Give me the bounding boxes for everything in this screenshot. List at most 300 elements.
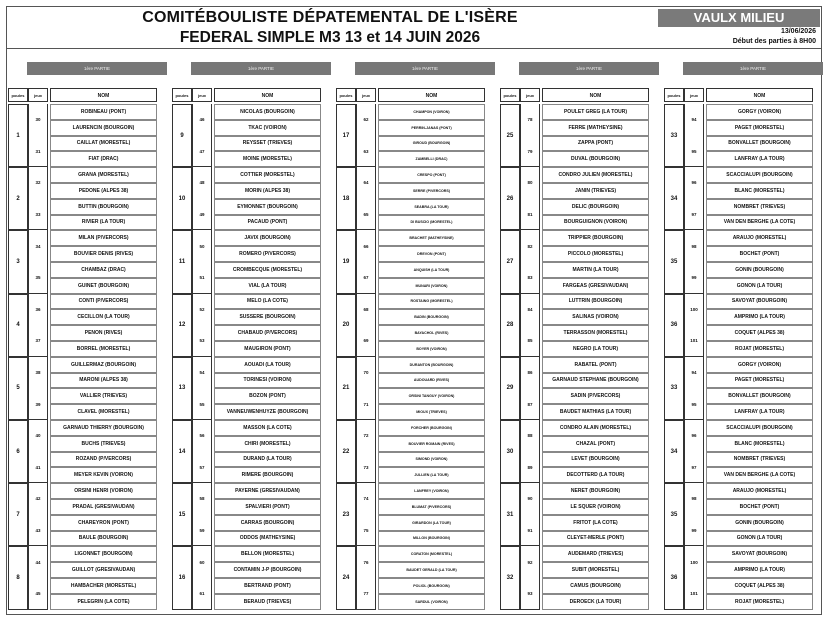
jeu-number: 83: [520, 262, 540, 294]
poule-number: 12: [172, 294, 192, 357]
player-name: RABATEL (PONT): [542, 357, 649, 373]
player-name: JANIN (TRIEVES): [542, 183, 649, 199]
player-name: CONDRO JULIEN (MORESTEL): [542, 167, 649, 183]
poule-number: 5: [8, 357, 28, 420]
player-name: COQUET (ALPES 38): [706, 578, 813, 594]
poule-number: 7: [8, 483, 28, 546]
player-name: SUSSERE (BOURGOIN): [214, 309, 321, 325]
player-name: VAN DEN BERGHE (LA COTE): [706, 467, 813, 483]
player-name: MEYER KEVIN (VOIRON): [50, 467, 157, 483]
player-name: PRADAL (GRESIVAUDAN): [50, 499, 157, 515]
player-name: VALLIER (TRIEVES): [50, 388, 157, 404]
player-name: FIAT (DRAC): [50, 151, 157, 167]
jeu-number: 101: [684, 325, 704, 357]
poule-number: 14: [172, 420, 192, 483]
jeu-number: 88: [520, 420, 540, 452]
poule-number: 20: [336, 294, 356, 357]
player-name: CLAVEL (MORESTEL): [50, 404, 157, 420]
jeu-number: 87: [520, 388, 540, 420]
jeu-number: 94: [684, 357, 704, 389]
player-name: BOYER (VOIRON): [378, 341, 485, 357]
player-name: SAVOYAT (BOURGOIN): [706, 546, 813, 562]
player-name: MORIN (ALPES 38): [214, 183, 321, 199]
player-name: GONON (LA TOUR): [706, 278, 813, 294]
jeu-number: 64: [356, 167, 376, 199]
partie-label: 1ère PARTIE: [27, 62, 167, 75]
jeu-number: 50: [192, 230, 212, 262]
jeu-number: 39: [28, 388, 48, 420]
poule-number: 3: [8, 230, 28, 293]
jeu-number: 100: [684, 294, 704, 326]
jeu-number: 58: [192, 483, 212, 515]
player-name: GIROUD (BOURGOIN): [378, 136, 485, 152]
player-name: RIMERE (BOURGOIN): [214, 467, 321, 483]
player-name: LANFRAY (LA TOUR): [706, 404, 813, 420]
player-name: PELEGRIN (LA COTE): [50, 594, 157, 610]
poule-number: 34: [664, 420, 684, 483]
player-name: POLIOL (BOURGOIN): [378, 578, 485, 594]
header-poules: poules: [172, 88, 192, 102]
player-name: LIGONNET (BOURGOIN): [50, 546, 157, 562]
poule-number: 13: [172, 357, 192, 420]
event-date: 13/06/2026: [780, 28, 816, 35]
jeu-number: 75: [356, 515, 376, 547]
player-name: GRANA (MORESTEL): [50, 167, 157, 183]
header-poules: poules: [664, 88, 684, 102]
player-name: MILLON (BOURGOIN): [378, 531, 485, 547]
player-name: SAVOYAT (BOURGOIN): [706, 294, 813, 310]
player-name: BLANC (MORESTEL): [706, 183, 813, 199]
jeu-number: 54: [192, 357, 212, 389]
jeu-number: 76: [356, 546, 376, 578]
player-name: MAUGIRON (PONT): [214, 341, 321, 357]
player-name: LE SQUER (VOIRON): [542, 499, 649, 515]
player-name: GONIN (BOURGOIN): [706, 262, 813, 278]
player-name: LEVET (BOURGOIN): [542, 452, 649, 468]
player-name: FORCHER (BOURGOIN): [378, 420, 485, 436]
player-name: BORREL (MORESTEL): [50, 341, 157, 357]
player-name: GUILLERMAZ (BOURGOIN): [50, 357, 157, 373]
jeu-number: 95: [684, 136, 704, 168]
player-name: LANFREY (VOIRON): [378, 483, 485, 499]
player-name: AUDEMARD (TRIEVES): [542, 546, 649, 562]
poule-number: 11: [172, 230, 192, 293]
jeu-number: 57: [192, 452, 212, 484]
player-name: LUTTRIN (BOURGOIN): [542, 294, 649, 310]
poule-divider: [520, 609, 540, 610]
player-name: GARNAUD THIERRY (BOURGOIN): [50, 420, 157, 436]
player-name: ZAPPA (PONT): [542, 136, 649, 152]
header-jeux: jeux: [684, 88, 704, 102]
jeu-number: 86: [520, 357, 540, 389]
poule-number: 23: [336, 483, 356, 546]
jeu-number: 30: [28, 104, 48, 136]
player-name: VAN DEN BERGHE (LA COTE): [706, 215, 813, 231]
player-name: CLEYET-MERLE (PONT): [542, 531, 649, 547]
player-name: BRACHET (MATHEYSINE): [378, 230, 485, 246]
header-nom: NOM: [50, 88, 157, 102]
player-name: BUTTIN (BOURGOIN): [50, 199, 157, 215]
poule-number: 17: [336, 104, 356, 167]
player-name: ODDOS (MATHEYSINE): [214, 531, 321, 547]
jeu-number: 100: [684, 546, 704, 578]
player-name: RIVIER (LA TOUR): [50, 215, 157, 231]
jeu-number: 33: [28, 199, 48, 231]
poule-number: 4: [8, 294, 28, 357]
header-jeux: jeux: [192, 88, 212, 102]
player-name: CHIRI (MORESTEL): [214, 436, 321, 452]
player-name: CAILLAT (MORESTEL): [50, 136, 157, 152]
jeu-number: 71: [356, 388, 376, 420]
poule-number: 22: [336, 420, 356, 483]
player-name: SERRE (P/VERCORS): [378, 183, 485, 199]
player-name: SADIN (P/VERCORS): [542, 388, 649, 404]
player-name: CHAMPON (VOIRON): [378, 104, 485, 120]
player-name: CAMUS (BOURGOIN): [542, 578, 649, 594]
poule-number: 25: [500, 104, 520, 167]
player-name: LANFRAY (LA TOUR): [706, 151, 813, 167]
poule-divider: [684, 609, 704, 610]
player-name: BAULE (BOURGOIN): [50, 531, 157, 547]
jeu-number: 37: [28, 325, 48, 357]
poule-number: 16: [172, 546, 192, 609]
club-badge: VAULX MILIEU: [658, 9, 820, 27]
poule-number: 8: [8, 546, 28, 609]
player-name: MUNARI (VOIRON): [378, 278, 485, 294]
player-name: PAGET (MORESTEL): [706, 373, 813, 389]
jeu-number: 84: [520, 294, 540, 326]
jeu-number: 42: [28, 483, 48, 515]
player-name: NOMBRET (TRIEVES): [706, 452, 813, 468]
player-name: BERTRAND (PONT): [214, 578, 321, 594]
player-name: DI BUSCIO (MORESTEL): [378, 215, 485, 231]
player-name: NICOLAS (BOURGOIN): [214, 104, 321, 120]
poule-number: 34: [664, 167, 684, 230]
jeu-number: 53: [192, 325, 212, 357]
player-name: NEGRO (LA TOUR): [542, 341, 649, 357]
player-name: BOUVIER ROMAIN (RIVES): [378, 436, 485, 452]
jeu-number: 40: [28, 420, 48, 452]
jeu-number: 44: [28, 546, 48, 578]
player-name: TKAC (VOIRON): [214, 120, 321, 136]
jeu-number: 52: [192, 294, 212, 326]
jeu-number: 49: [192, 199, 212, 231]
header-jeux: jeux: [520, 88, 540, 102]
player-name: DEROECK (LA TOUR): [542, 594, 649, 610]
partie-label: 1ère PARTIE: [519, 62, 659, 75]
player-name: CHAZAL (PONT): [542, 436, 649, 452]
poule-number: 32: [500, 546, 520, 609]
player-name: SARDUL (VOIRON): [378, 594, 485, 610]
player-name: GUINET (BOURGOIN): [50, 278, 157, 294]
poule-number: 21: [336, 357, 356, 420]
jeu-number: 101: [684, 578, 704, 610]
group-block: [336, 88, 485, 610]
header-poules: poules: [336, 88, 356, 102]
player-name: CECILLON (LA TOUR): [50, 309, 157, 325]
jeu-number: 78: [520, 104, 540, 136]
player-name: CROMBECQUE (MORESTEL): [214, 262, 321, 278]
jeu-number: 34: [28, 230, 48, 262]
player-name: MASSON (LA COTE): [214, 420, 321, 436]
jeu-number: 98: [684, 230, 704, 262]
jeu-number: 82: [520, 230, 540, 262]
jeu-number: 61: [192, 578, 212, 610]
player-name: SCACCIALUPI (BOURGOIN): [706, 420, 813, 436]
jeu-number: 38: [28, 357, 48, 389]
player-name: DELIC (BOURGOIN): [542, 199, 649, 215]
player-name: BAYACHOL (RIVES): [378, 325, 485, 341]
jeu-number: 73: [356, 452, 376, 484]
jeu-number: 35: [28, 262, 48, 294]
jeu-number: 70: [356, 357, 376, 389]
player-name: ZAMBELLI (DRAC): [378, 151, 485, 167]
jeu-number: 41: [28, 452, 48, 484]
poule-number: 18: [336, 167, 356, 230]
jeu-number: 69: [356, 325, 376, 357]
player-name: BONVALLET (BOURGOIN): [706, 136, 813, 152]
player-name: MARTIN (LA TOUR): [542, 262, 649, 278]
player-name: SPALVIERI (PONT): [214, 499, 321, 515]
jeu-number: 93: [520, 578, 540, 610]
jeu-number: 36: [28, 294, 48, 326]
player-name: LAURENCIN (BOURGOIN): [50, 120, 157, 136]
page-subtitle: FEDERAL SIMPLE M3 13 et 14 JUIN 2026: [179, 29, 481, 46]
header-jeux: jeux: [28, 88, 48, 102]
player-name: AOUADI (LA TOUR): [214, 357, 321, 373]
player-name: BOZON (PONT): [214, 388, 321, 404]
player-name: GORGY (VOIRON): [706, 104, 813, 120]
player-name: ARAUJO (MORESTEL): [706, 483, 813, 499]
player-name: CORATON (MORESTEL): [378, 546, 485, 562]
player-name: TORINESI (VOIRON): [214, 373, 321, 389]
player-name: PACAUD (PONT): [214, 215, 321, 231]
poule-number: 27: [500, 230, 520, 293]
player-name: ROJAT (MORESTEL): [706, 594, 813, 610]
page-title: COMITÉBOULISTE DÉPATEMENTAL DE L'ISÈRE: [142, 9, 518, 26]
player-name: BAUDET MATHIAS (LA TOUR): [542, 404, 649, 420]
poule-number: 9: [172, 104, 192, 167]
jeu-number: 59: [192, 515, 212, 547]
player-name: CHABAUD (P/VERCORS): [214, 325, 321, 341]
player-name: BAUDET GERALD (LA TOUR): [378, 562, 485, 578]
jeu-number: 79: [520, 136, 540, 168]
header-nom: NOM: [378, 88, 485, 102]
poule-number: 28: [500, 294, 520, 357]
player-name: DREVON (PONT): [378, 246, 485, 262]
jeu-number: 32: [28, 167, 48, 199]
player-name: AMPRIMO (LA TOUR): [706, 562, 813, 578]
player-name: BOUVIER DENIS (RIVES): [50, 246, 157, 262]
jeu-number: 66: [356, 230, 376, 262]
start-time: Début des parties à 8H00: [732, 38, 816, 45]
player-name: CONTAMIN J-P (BOURGOIN): [214, 562, 321, 578]
jeu-number: 43: [28, 515, 48, 547]
jeu-number: 45: [28, 578, 48, 610]
jeu-number: 51: [192, 262, 212, 294]
player-name: ORSINI TANGUY (VOIRON): [378, 388, 485, 404]
player-name: BERAUD (TRIEVES): [214, 594, 321, 610]
jeu-number: 95: [684, 388, 704, 420]
jeu-number: 91: [520, 515, 540, 547]
player-name: CRESPO (PONT): [378, 167, 485, 183]
jeu-number: 56: [192, 420, 212, 452]
jeu-number: 90: [520, 483, 540, 515]
jeu-number: 97: [684, 199, 704, 231]
player-name: HAMBACHER (MORESTEL): [50, 578, 157, 594]
poule-number: 36: [664, 546, 684, 609]
jeu-number: 74: [356, 483, 376, 515]
jeu-number: 60: [192, 546, 212, 578]
jeu-number: 72: [356, 420, 376, 452]
player-name: AUDOUARD (RIVES): [378, 373, 485, 389]
player-name: PEDONE (ALPES 38): [50, 183, 157, 199]
player-name: PERRIN-JANAS (PONT): [378, 120, 485, 136]
partie-label: 1ère PARTIE: [683, 62, 823, 75]
player-name: DECOTTERD (LA TOUR): [542, 467, 649, 483]
player-name: REYSSET (TRIEVES): [214, 136, 321, 152]
player-name: VIAL (LA TOUR): [214, 278, 321, 294]
player-name: BOCHET (PONT): [706, 499, 813, 515]
player-name: DUVAL (BOURGOIN): [542, 151, 649, 167]
player-name: CHAMBAZ (DRAC): [50, 262, 157, 278]
player-name: CARRAS (BOURGOIN): [214, 515, 321, 531]
partie-label: 1ère PARTIE: [191, 62, 331, 75]
jeu-number: 98: [684, 483, 704, 515]
jeu-number: 62: [356, 104, 376, 136]
player-name: BONVALLET (BOURGOIN): [706, 388, 813, 404]
player-name: MOINE (MORESTEL): [214, 151, 321, 167]
player-name: MILAN (P/VERCORS): [50, 230, 157, 246]
jeu-number: 96: [684, 167, 704, 199]
group-block: [172, 88, 321, 610]
group-block: [8, 88, 157, 610]
jeu-number: 85: [520, 325, 540, 357]
player-name: NOMBRET (TRIEVES): [706, 199, 813, 215]
player-name: BLUMAT (P/VERCORS): [378, 499, 485, 515]
header-poules: poules: [8, 88, 28, 102]
player-name: TRIPPIER (BOURGOIN): [542, 230, 649, 246]
player-name: BADIN (BOURGOIN): [378, 309, 485, 325]
player-name: MARONI (ALPES 38): [50, 373, 157, 389]
poule-divider: [192, 609, 212, 610]
poule-number: 24: [336, 546, 356, 609]
player-name: CHAREYRON (PONT): [50, 515, 157, 531]
player-name: DURANTON (BOURGOIN): [378, 357, 485, 373]
jeu-number: 48: [192, 167, 212, 199]
header-nom: NOM: [706, 88, 813, 102]
poule-divider: [28, 609, 48, 610]
poule-number: 36: [664, 294, 684, 357]
player-name: MELO (LA COTE): [214, 294, 321, 310]
player-name: PENON (RIVES): [50, 325, 157, 341]
header-divider: [7, 48, 821, 49]
player-name: ROZAND (P/VERCORS): [50, 452, 157, 468]
player-name: GIRARDON (LA TOUR): [378, 515, 485, 531]
header-poules: poules: [500, 88, 520, 102]
player-name: JULLIEN (LA TOUR): [378, 467, 485, 483]
poule-number: 6: [8, 420, 28, 483]
player-name: ROBINEAU (PONT): [50, 104, 157, 120]
jeu-number: 94: [684, 104, 704, 136]
poule-number: 19: [336, 230, 356, 293]
player-name: ROMERO (P/VERCORS): [214, 246, 321, 262]
player-name: POULET GREG (LA TOUR): [542, 104, 649, 120]
player-name: SIMOND (VOIRON): [378, 452, 485, 468]
jeu-number: 65: [356, 199, 376, 231]
jeu-number: 81: [520, 199, 540, 231]
player-name: SALINAS (VOIRON): [542, 309, 649, 325]
player-name: MIOUX (TRIEVES): [378, 404, 485, 420]
jeu-number: 92: [520, 546, 540, 578]
player-name: BOCHET (PONT): [706, 246, 813, 262]
group-block: [664, 88, 813, 610]
header-nom: NOM: [542, 88, 649, 102]
player-name: CONTI (P/VERCORS): [50, 294, 157, 310]
jeu-number: 68: [356, 294, 376, 326]
jeu-number: 47: [192, 136, 212, 168]
player-name: COQUET (ALPES 38): [706, 325, 813, 341]
jeu-number: 67: [356, 262, 376, 294]
jeu-number: 63: [356, 136, 376, 168]
player-name: PAYERNE (GRESIVAUDAN): [214, 483, 321, 499]
jeu-number: 97: [684, 452, 704, 484]
poule-number: 15: [172, 483, 192, 546]
poule-number: 31: [500, 483, 520, 546]
poule-number: 30: [500, 420, 520, 483]
jeu-number: 99: [684, 515, 704, 547]
player-name: ANQUISH (LA TOUR): [378, 262, 485, 278]
player-name: ARAUJO (MORESTEL): [706, 230, 813, 246]
player-name: SEABRA (LA TOUR): [378, 199, 485, 215]
player-name: SCACCIALUPI (BOURGOIN): [706, 167, 813, 183]
jeu-number: 31: [28, 136, 48, 168]
player-name: FRITOT (LA COTE): [542, 515, 649, 531]
poule-number: 2: [8, 167, 28, 230]
player-name: EYMONNET (BOURGOIN): [214, 199, 321, 215]
player-name: PICCOLO (MORESTEL): [542, 246, 649, 262]
player-name: ROSTAING (MORESTEL): [378, 294, 485, 310]
jeu-number: 99: [684, 262, 704, 294]
player-name: BLANC (MORESTEL): [706, 436, 813, 452]
player-name: COTTIER (MORESTEL): [214, 167, 321, 183]
player-name: GORGY (VOIRON): [706, 357, 813, 373]
poule-number: 33: [664, 357, 684, 420]
player-name: ORSINI HENRI (VOIRON): [50, 483, 157, 499]
poule-number: 35: [664, 230, 684, 293]
partie-label: 1ère PARTIE: [355, 62, 495, 75]
player-name: GONIN (BOURGOIN): [706, 515, 813, 531]
player-name: NERET (BOURGOIN): [542, 483, 649, 499]
jeu-number: 96: [684, 420, 704, 452]
player-name: CONDRO ALAIN (MORESTEL): [542, 420, 649, 436]
player-name: AMPRIMO (LA TOUR): [706, 309, 813, 325]
player-name: GARNAUD STEPHANE (BOURGOIN): [542, 373, 649, 389]
player-name: FERRE (MATHEYSINE): [542, 120, 649, 136]
poule-number: 33: [664, 104, 684, 167]
player-name: ROJAT (MORESTEL): [706, 341, 813, 357]
player-name: GUILLOT (GRESIVAUDAN): [50, 562, 157, 578]
player-name: GONON (LA TOUR): [706, 531, 813, 547]
player-name: JAVIX (BOURGOIN): [214, 230, 321, 246]
player-name: VANNEUWENHUYZE (BOURGOIN): [214, 404, 321, 420]
player-name: TERRASSON (MORESTEL): [542, 325, 649, 341]
poule-number: 10: [172, 167, 192, 230]
jeu-number: 55: [192, 388, 212, 420]
poule-number: 26: [500, 167, 520, 230]
header-jeux: jeux: [356, 88, 376, 102]
jeu-number: 89: [520, 452, 540, 484]
